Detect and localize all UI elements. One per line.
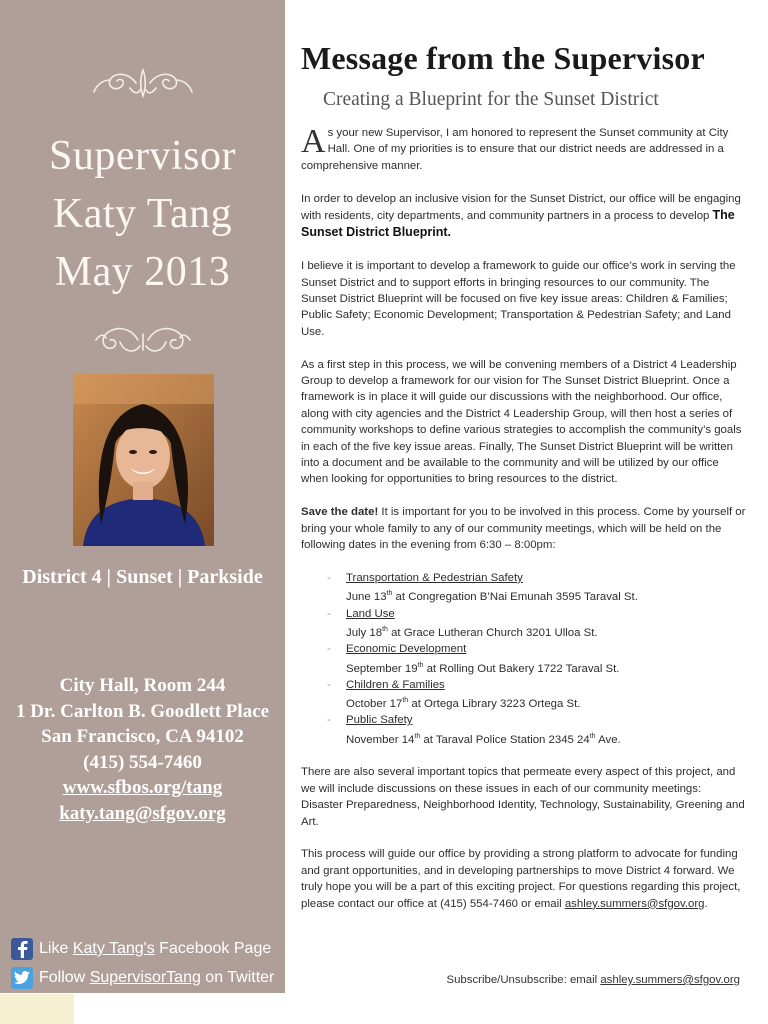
event-date-suffix: th [386,590,393,598]
paragraph-framework: I believe it is important to develop a framework to guide our office’s work in serving the Sunset District and to support efforts in bringing resources to our community. The Sunset District Blueprint will be focused on five key issue areas: Children & Families; Public Safety; Economic Development; Transportation & Pedestrian Safety; and Land Use. [301,260,736,338]
event-location: at Ortega Library 3223 Ortega St. [408,697,581,710]
bullet-dash: - [327,714,331,727]
paragraph-closing [301,846,746,912]
article-body [301,125,746,912]
event-location: at Congregation B’Nai Emunah 3595 Taraval St. [392,591,638,604]
facebook-suffix: Facebook Page [154,940,272,957]
subscribe-footer [447,974,741,986]
event-date: October 17 [346,697,403,710]
district-label: District 4 | Sunset | Parkside [22,566,263,588]
event-street-suffix: th [589,732,596,740]
facebook-prefix: Like [39,940,73,957]
email-link[interactable]: katy.tang@sfgov.org [59,802,226,824]
twitter-row [11,967,274,989]
twitter-suffix: on Twitter [200,969,275,986]
event-item [327,641,746,677]
paragraph-first-step: As a first step in this process, we will be convening members of a District 4 Leadership Group to develop a framework for our vision for The Sunset District Blueprint. Once a framework is in place it will guide our discussions with the neighborhood. Our office, along with city agencies and the District 4 Leadership Group, will then host a series of community workshops to define various strategies to accomplish the community’s goals in each of the five key issue areas. Finally, The Sunset District Blueprint will be written into a document and be available to the community and will be utilized by our office when looking for opportunities to bring resources to the district. [301,358,742,486]
paragraph-save-date [301,504,746,553]
event-date: September 19 [346,662,418,675]
twitter-prefix: Follow [39,969,90,986]
closing-period: . [704,897,708,910]
flourish-bottom-icon [0,320,285,365]
closing-text: This process will guide our office by providing a strong platform to advocate for funding and grant opportunities, and in developing partnerships to move District 4 forward. We truly hope you will be a part of this exciting project. For questions regarding this project, please contact our office at (415) 554-7460 or email [301,848,741,910]
event-item [327,570,746,606]
event-title: Land Use [346,607,395,620]
sidebar [0,0,285,993]
save-the-date-text: It is important for you to be involved in this process. Come by yourself or bring your whole family to any of our community meetings, which will be held on the following dates in the evening from 6:30 – 8:00pm: [301,506,746,552]
page-title: Message from the Supervisor [301,40,705,76]
event-date-suffix: th [382,625,388,633]
bullet-dash: - [327,643,331,656]
drop-cap: A [301,123,326,160]
event-title: Public Safety [346,714,413,727]
intro-paragraph [301,125,746,174]
bullet-dash: - [327,607,331,620]
twitter-icon[interactable] [11,967,33,989]
paragraph-topics: There are also several important topics that permeate every aspect of this project, and we will include discussions on these issues in each of our community meetings: Disaster Preparedness, Neighborhood Identity, Technology, Sustainability, Greening and Art. [301,766,745,828]
corner-tab [0,994,74,1024]
event-location-end: Ave. [595,733,621,746]
contact-block [0,673,285,826]
event-location: at Grace Lutheran Church 3201 Ulloa St. [387,626,598,639]
event-title: Transportation & Pedestrian Safety [346,571,523,584]
vision-text: In order to develop an inclusive vision for the Sunset District, our office will be engaging with residents, city departments, and community partners in a process to develop [301,192,741,223]
bullet-dash: - [327,571,331,584]
sidebar-title-supervisor: Supervisor [49,133,236,179]
event-title: Children & Families [346,678,445,691]
save-the-date-label: Save the date! [301,506,379,519]
event-date-suffix: th [417,661,424,669]
event-date-suffix: th [402,697,409,705]
paragraph-vision [301,191,746,242]
twitter-handle-link[interactable]: SupervisorTang [89,969,201,986]
bullet-dash: - [327,678,331,691]
event-list [301,570,746,748]
event-date: June 13 [346,591,387,604]
page-subtitle: Creating a Blueprint for the Sunset District [323,89,659,110]
event-location: at Taraval Police Station 2345 24 [420,733,590,746]
event-item [327,606,746,642]
contact-phone: (415) 554-7460 [83,751,202,773]
event-location: at Rolling Out Bakery 1722 Taraval St. [423,662,620,675]
facebook-icon[interactable] [11,938,33,960]
contact-email-link[interactable]: ashley.summers@sfgov.org [564,897,705,910]
flourish-top-icon [0,66,285,105]
main-content [301,40,746,928]
contact-address-line2: 1 Dr. Carlton B. Goodlett Place [15,700,270,722]
event-date-suffix: th [414,732,421,740]
website-link[interactable]: www.sfbos.org/tang [62,777,223,798]
sidebar-title-date: May 2013 [54,249,231,295]
blueprint-name: The Sunset District Blueprint. [301,208,735,240]
subscribe-label: Subscribe/Unsubscribe: email [446,974,601,986]
event-date: July 18 [346,626,383,639]
contact-address-line3: San Francisco, CA 94102 [41,726,244,747]
contact-address-line1: City Hall, Room 244 [59,675,226,696]
event-date: November 14 [346,733,415,746]
event-title: Economic Development [346,643,467,656]
subscribe-email-link[interactable]: ashley.summers@sfgov.org [600,974,740,986]
event-item [327,677,746,713]
supervisor-portrait [73,374,214,546]
facebook-page-link[interactable]: Katy Tang's [72,940,155,957]
intro-text: s your new Supervisor, I am honored to represent the Sunset community at City Hall. One of my priorities is to ensure that our district needs are addressed in a comprehensive manner. [301,127,729,172]
event-item [327,712,746,748]
facebook-row [11,938,271,960]
sidebar-title-name: Katy Tang [52,191,233,237]
